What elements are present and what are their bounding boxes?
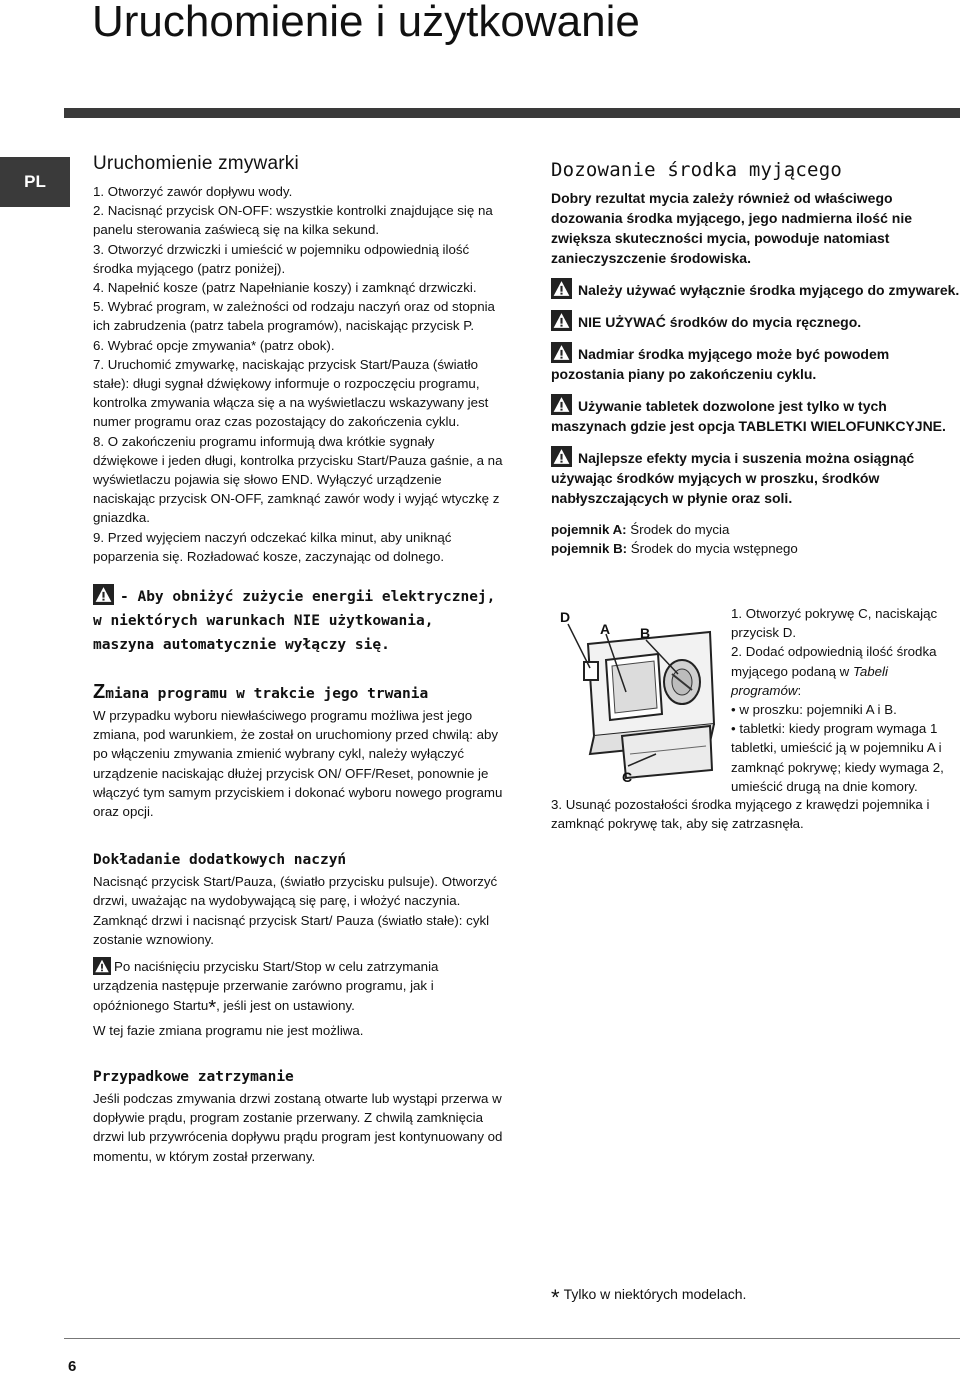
- page-number: 6: [68, 1358, 77, 1375]
- step-item: 9. Przed wyjęciem naczyń odczekać kilka minut, aby uniknąć poparzenia się. Rozładować kosze, zaczynając od dolnego.: [93, 529, 452, 564]
- header-rule: [64, 108, 960, 118]
- dosing-heading: Dozowanie środka myjącego: [551, 159, 842, 181]
- dispenser-bullet: • w proszku: pojemniki A i B.: [731, 702, 897, 718]
- dispenser-illustration: [560, 604, 720, 786]
- step-item: 8. O zakończeniu programu informują dwa krótkie sygnały dźwiękowe i jeden długi, kontrolka przycisku Start/Pauza gaśnie, a na wyświetlaczu pojawia się słowo END. Wyłączyć urządzenie naciskając przycisk ON-OFF, zamknąć zawór wody i wyjąć wtyczkę z gniazdka.: [93, 433, 503, 526]
- left-column: [93, 152, 503, 1166]
- label-b: B: [640, 625, 651, 641]
- dosing-warning: Używanie tabletek dozwolone jest tylko w tych maszynach gdzie jest opcja TABLETKI WIELOFUNKCYJNE.: [551, 394, 960, 436]
- add-warning: Po naciśnięciu przycisku Start/Stop w celu zatrzymania urządzenia następuje przerwanie zarówno programu, jak i opóźnionego Startu*, jeśli jest on ustawiony.: [93, 959, 439, 1019]
- dosing-warning: Najlepsze efekty mycia i suszenia można osiągnąć używając środków myjących w proszku, środków nabłyszczających w płynie oraz soli.: [551, 446, 960, 508]
- stop-text: Jeśli podczas zmywania drzwi zostaną otwarte lub wystąpi przerwa w dopływie prądu, program zostanie przerwany. Z chwilą zamknięcia drzwi lub przywrócenia dopływu prądu program jest kontynuowany od momentu, w którym został przerwany.: [93, 1090, 503, 1164]
- step-item: 6. Wybrać opcje zmywania* (patrz obok).: [93, 337, 335, 353]
- add-text: Nacisnąć przycisk Start/Pauza, (światło przycisku pulsuje). Otworzyć drzwi, uważając na wydobywającą się parę, i włożyć naczynia. Zamknąć drzwi i nacisnąć przycisk Start/ Pauza (światło stałe): cykl zostanie wznowiony.: [93, 874, 498, 947]
- step-item: 3. Otworzyć drzwiczki i umieścić w pojemniku odpowiednią ilość środka myjącego (patrz poniżej).: [93, 241, 470, 276]
- dosing-intro: Dobry rezultat mycia zależy również od właściwego dozowania środka myjącego, jego nadmierna ilość nie zwiększa skuteczności mycia, powoduje natomiast zanieczyszczenie środowiska.: [551, 190, 912, 266]
- warning-icon: [551, 310, 572, 331]
- dispenser-steps: [731, 604, 960, 796]
- add-heading: Dokładanie dodatkowych naczyń: [93, 852, 347, 869]
- container-b: pojemnik B: Środek do mycia wstępnego: [551, 541, 798, 557]
- warning-icon: [551, 394, 572, 415]
- step-item: 1. Otworzyć zawór dopływu wody.: [93, 184, 293, 199]
- label-c: C: [622, 769, 633, 785]
- dispenser-step-3: 3. Usunąć pozostałości środka myjącego z krawędzi pojemnika i zamknąć pokrywę tak, aby się zatrzasnęła.: [551, 797, 930, 832]
- label-a: A: [600, 621, 611, 637]
- footnote: * Tylko w niektórych modelach.: [551, 1285, 747, 1310]
- right-column: [551, 158, 960, 558]
- warning-icon: [551, 446, 572, 467]
- warning-icon: [93, 584, 114, 605]
- dosing-warning: Należy używać wyłącznie środka myjącego do zmywarek.: [551, 278, 960, 300]
- dispenser-step-1: 1. Otworzyć pokrywę C, naciskając przycisk D.: [731, 606, 938, 641]
- footer-rule: [64, 1338, 960, 1339]
- step-item: 7. Uruchomić zmywarkę, naciskając przycisk Start/Pauza (światło stałe): długi sygnał dźwiękowy informuje o rozpoczęciu programu, kontrolka zmywania włącza się a na wyświetlaczu wskazywany jest numer programu oraz czas pozostający do zakończenia cyklu.: [93, 356, 489, 430]
- warning-icon: [551, 278, 572, 299]
- step-item: 4. Napełnić kosze (patrz Napełnianie koszy) i zamknąć drzwiczki.: [93, 280, 477, 296]
- add-section: [93, 851, 503, 1040]
- dosing-warning: Nadmiar środka myjącego może być powodem pozostania piany po zakończeniu cyklu.: [551, 342, 960, 384]
- container-a: pojemnik A: Środek do mycia: [551, 522, 730, 537]
- label-d: D: [560, 609, 571, 625]
- dispenser-diagram: [560, 604, 720, 786]
- change-text: W przypadku wyboru niewłaściwego programu możliwa jest jego zmiana, pod warunkiem, że został on uruchomiony przed chwilą: aby po włączeniu zmywania zmienić wybrany cykl, należy wyłączyć urządzenie naciskając dłużej przycisk ON/ OFF/Reset, ponownie je włączyć tym samym przyciskiem i dokonać wyboru nowego programu oraz opcji.: [93, 708, 503, 820]
- dosing-warning: NIE UŻYWAĆ środków do mycia ręcznego.: [551, 310, 960, 332]
- warning-icon: [551, 342, 572, 363]
- change-heading: Zmiana programu w trakcie jego trwania: [93, 681, 429, 704]
- change-section: [93, 683, 503, 821]
- dispenser-step-2: 2. Dodać odpowiednią ilość środka myjącego podaną w Tabeli programów:: [731, 644, 937, 698]
- step-item: 2. Nacisnąć przycisk ON-OFF: wszystkie kontrolki znajdujące się na panelu sterowania zaświecą się na kilka sekund.: [93, 203, 493, 238]
- stop-section: [93, 1068, 503, 1166]
- energy-warning: - Aby obniżyć zużycie energii elektrycznej, w niektórych warunkach NIE użytkowania, maszyna automatycznie wyłączy się.: [93, 584, 503, 657]
- language-tab: PL: [0, 157, 70, 207]
- step-item: 5. Wybrać program, w zależności od rodzaju naczyń oraz od stopnia ich zabrudzenia (patrz tabela programów), naciskając przycisk P.: [93, 299, 495, 334]
- page-title: Uruchomienie i użytkowanie: [92, 0, 640, 46]
- start-steps: [93, 182, 503, 566]
- dispenser-bullet: • tabletki: kiedy program wymaga 1 tabletki, umieścić ją w pojemniku A i zamknąć pokrywę; kiedy wymaga 2, umieścić drugą na dnie komory.: [731, 721, 944, 794]
- start-heading: Uruchomienie zmywarki: [93, 153, 299, 174]
- add-note: W tej fazie zmiana programu nie jest możliwa.: [93, 1022, 364, 1038]
- stop-heading: Przypadkowe zatrzymanie: [93, 1068, 294, 1085]
- warning-icon: [93, 957, 111, 975]
